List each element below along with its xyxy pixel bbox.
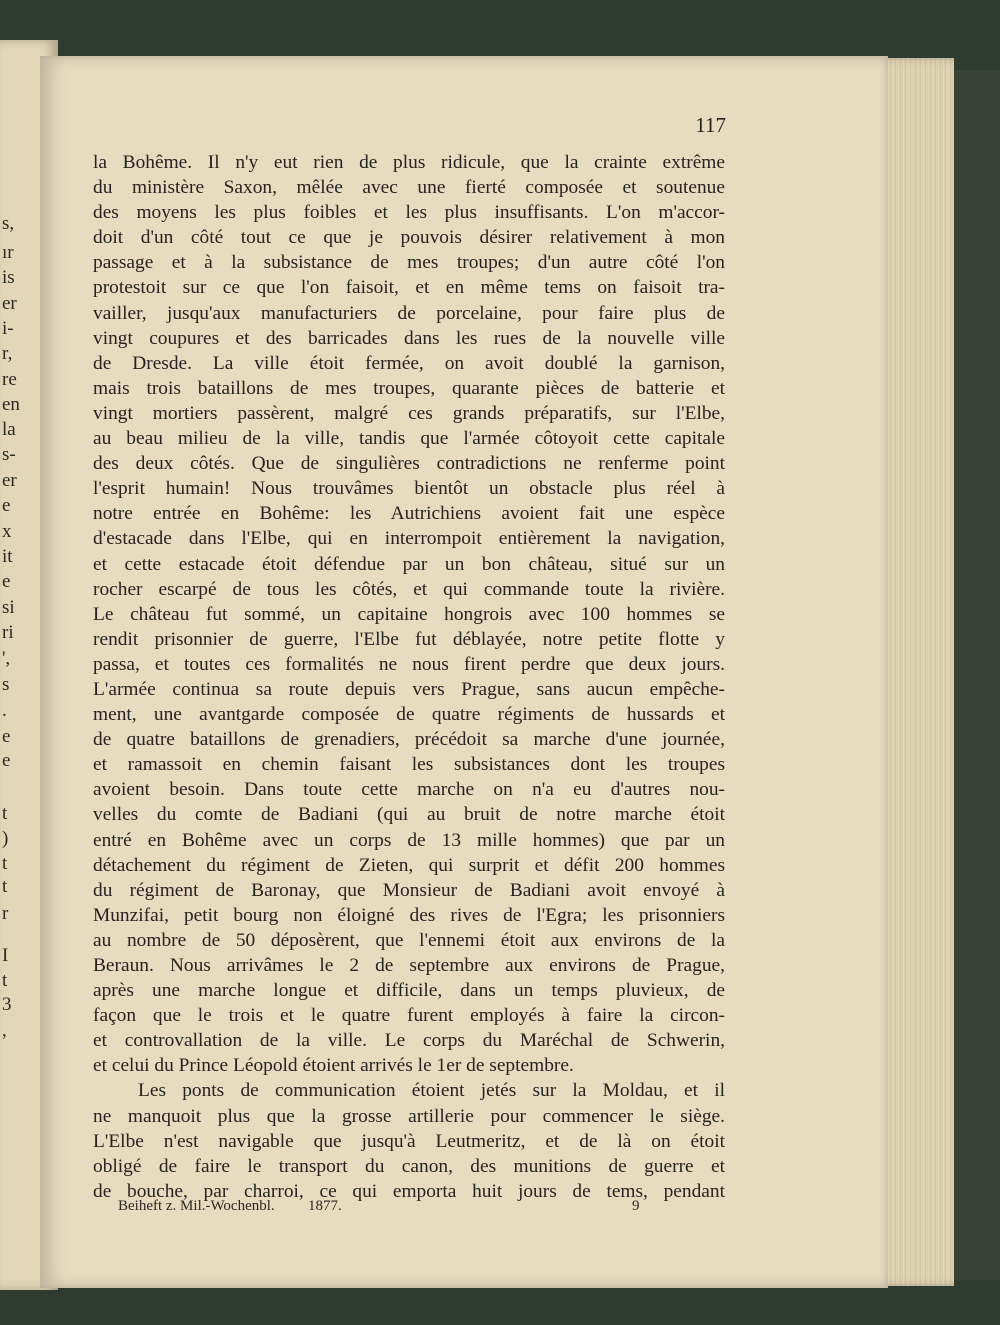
previous-page-fragment: t bbox=[2, 876, 8, 897]
previous-page-fragment: la bbox=[2, 419, 16, 440]
text-line: et celui du Prince Léopold étoient arrivés le 1er de septembre. bbox=[93, 1055, 574, 1077]
previous-page-fragment: I bbox=[2, 945, 9, 966]
text-line: L'Elbe n'est navigable que jusqu'à Leutmeritz, et de là on étoit bbox=[93, 1130, 725, 1152]
text-line: et cette estacade étoit défendue par un bon château, situé sur un bbox=[93, 553, 725, 575]
previous-page-fragment: er bbox=[2, 293, 17, 314]
text-line: entré en Bohême avec un corps de 13 mille hommes) que par un bbox=[93, 829, 725, 851]
previous-page-fragment: s, bbox=[2, 213, 15, 234]
book-binding bbox=[950, 70, 1000, 1280]
text-line: des moyens les plus foibles et les plus insuffisants. L'on m'accor- bbox=[93, 202, 725, 224]
previous-page-fragment: r, bbox=[2, 343, 13, 364]
text-line: l'esprit humain! Nous trouvâmes bientôt un obstacle plus réel à bbox=[93, 478, 725, 500]
text-line: protestoit sur ce que l'on faisoit, et en même tems on faisoit tra- bbox=[93, 277, 725, 299]
previous-page-fragment: t bbox=[2, 970, 8, 991]
text-line: L'armée continua sa route depuis vers Prague, sans aucun empêche- bbox=[93, 678, 725, 700]
previous-page-fragment: ', bbox=[2, 648, 11, 669]
text-line: obligé de faire le transport du canon, des munitions de guerre et bbox=[93, 1155, 725, 1177]
text-line: avoient besoin. Dans toute cette marche on n'a eu d'autres nou- bbox=[93, 779, 725, 801]
footer-signature-mark: 9 bbox=[632, 1198, 640, 1214]
text-line: et controvallation de la ville. Le corps du Maréchal de Schwerin, bbox=[93, 1030, 725, 1052]
previous-page-fragment: t bbox=[2, 803, 8, 824]
text-line: au beau milieu de la ville, tandis que l'armée côtoyoit cette capitale bbox=[93, 428, 725, 450]
text-line: vingt mortiers passèrent, malgré ces grands préparatifs, sur l'Elbe, bbox=[93, 402, 725, 424]
previous-page-fragment: i- bbox=[2, 318, 14, 339]
text-line: et ramassoit en chemin faisant les subsistances dont les troupes bbox=[93, 754, 725, 776]
text-line: passa, et toutes ces formalités ne nous firent perdre que deux jours. bbox=[93, 653, 725, 675]
previous-page-fragment: er bbox=[2, 470, 17, 491]
text-line: vingt coupures et des barricades dans les rues de la nouvelle ville bbox=[93, 327, 725, 349]
text-line: mais trois bataillons de mes troupes, quarante pièces de batterie et bbox=[93, 377, 725, 399]
previous-page-fragment: x bbox=[2, 521, 12, 542]
text-line: passage et à la subsistance de mes troupes; d'un autre côté l'on bbox=[93, 252, 725, 274]
text-line: de bouche, par charroi, ce qui emporta huit jours de tems, pendant bbox=[93, 1180, 725, 1202]
text-line: des deux côtés. Que de singulières contradictions ne renferme point bbox=[93, 453, 725, 475]
text-line: d'estacade dans l'Elbe, qui en interrompoit entièrement la navigation, bbox=[93, 528, 725, 550]
text-line: de quatre bataillons de grenadiers, précédoit sa marche d'une journée, bbox=[93, 729, 725, 751]
text-line: ment, une avantgarde composée de quatre régiments de hussards et bbox=[93, 704, 725, 726]
text-line: notre entrée en Bohême: les Autrichiens avoient fait une espèce bbox=[93, 503, 725, 525]
text-line: rendit prisonnier de guerre, l'Elbe fut déblayée, notre petite flotte y bbox=[93, 628, 725, 650]
text-line: Munzifai, petit bourg non éloigné des rives de l'Egra; les prisonniers bbox=[93, 904, 725, 926]
previous-page-fragment: en bbox=[2, 394, 20, 415]
text-line: Le château fut sommé, un capitaine hongrois avec 100 hommes se bbox=[93, 603, 725, 625]
text-line: au nombre de 50 déposèrent, que l'ennemi étoit aux environs de la bbox=[93, 929, 725, 951]
text-line: rocher escarpé de tous les côtés, et qui commande toute la rivière. bbox=[93, 578, 725, 600]
footer-year: 1877. bbox=[308, 1198, 342, 1214]
previous-page-fragment: , bbox=[2, 1020, 7, 1041]
previous-page-fragment: e bbox=[2, 571, 11, 592]
previous-page-fragment: s bbox=[2, 674, 10, 695]
previous-page-fragment: e bbox=[2, 495, 11, 516]
text-line: détachement du régiment de Zieten, qui surprit et défit 200 hommes bbox=[93, 854, 725, 876]
previous-page-fragment: e bbox=[2, 750, 11, 771]
previous-page-fragment: ) bbox=[2, 828, 9, 849]
previous-page-fragment: ır bbox=[2, 242, 14, 263]
text-line: doit d'un côté tout ce que je pouvois désirer relativement à mon bbox=[93, 227, 725, 249]
previous-page-fragment: t bbox=[2, 853, 8, 874]
page-number: 117 bbox=[695, 113, 726, 137]
previous-page-fragment: r bbox=[2, 903, 9, 924]
previous-page-fragment: . bbox=[2, 700, 7, 721]
previous-page-fragment: s- bbox=[2, 444, 16, 465]
text-line: vailler, jusqu'aux manufacturiers de porcelaine, pour faire plus de bbox=[93, 302, 725, 324]
previous-page-fragment: si bbox=[2, 597, 15, 618]
page-footer bbox=[118, 1198, 728, 1220]
body-text bbox=[93, 150, 725, 1204]
text-line: Les ponts de communication étoient jetés sur la Moldau, et il bbox=[138, 1080, 725, 1102]
footer-journal-title: Beiheft z. Mil.-Wochenbl. bbox=[118, 1198, 275, 1214]
text-line: de Dresde. La ville étoit fermée, on avoit doublé la garnison, bbox=[93, 352, 725, 374]
previous-page-fragment: it bbox=[2, 546, 13, 567]
previous-page-fragment: ri bbox=[2, 622, 14, 643]
text-line: ne manquoit plus que la grosse artillerie pour commencer le siège. bbox=[93, 1105, 725, 1127]
previous-page-fragment: re bbox=[2, 369, 17, 390]
text-line: après une marche longue et difficile, dans un temps pluvieux, de bbox=[93, 980, 725, 1002]
text-line: du régiment de Baronay, que Monsieur de Badiani avoit envoyé à bbox=[93, 879, 725, 901]
previous-page-fragment: is bbox=[2, 267, 15, 288]
text-line: Beraun. Nous arrivâmes le 2 de septembre aux environs de Prague, bbox=[93, 955, 725, 976]
text-line: du ministère Saxon, mêlée avec une fierté composée et soutenue bbox=[93, 177, 725, 199]
previous-page-fragment: 3 bbox=[2, 994, 12, 1015]
text-line: façon que le trois et le quatre furent employés à faire la circon- bbox=[93, 1005, 725, 1027]
previous-page-fragment: e bbox=[2, 726, 11, 747]
text-line: la Bohême. Il n'y eut rien de plus ridicule, que la crainte extrême bbox=[93, 152, 725, 173]
text-line: velles du comte de Badiani (qui au bruit de notre marche étoit bbox=[93, 804, 725, 826]
